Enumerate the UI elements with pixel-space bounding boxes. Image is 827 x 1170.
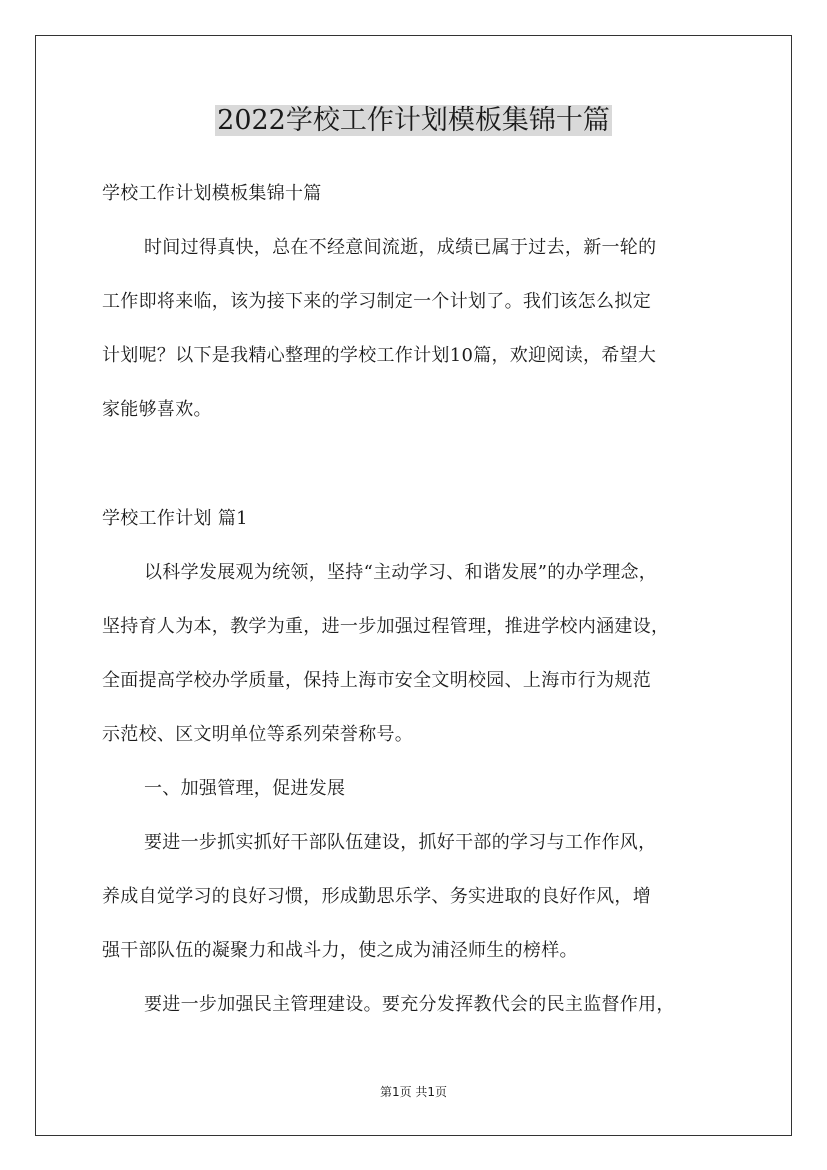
subsection-heading: 一、加强管理，促进发展: [144, 778, 346, 799]
paragraph-line: 全面提高学校办学质量，保持上海市安全文明校园、上海市行为规范: [102, 670, 651, 691]
page-number-footer: 第1页 共1页: [379, 1085, 448, 1099]
intro-line-4: 家能够喜欢。: [102, 399, 212, 420]
paragraph-line: 养成自觉学习的良好习惯，形成勤思乐学、务实进取的良好作风，增: [102, 886, 651, 907]
section-heading: 学校工作计划 篇1: [102, 508, 248, 529]
intro-line-1: 时间过得真快，总在不经意间流逝，成绩已属于过去，新一轮的: [144, 237, 657, 258]
paragraph-line: 要进一步抓实抓好干部队伍建设，抓好干部的学习与工作作风，: [144, 832, 657, 853]
intro-line-2: 工作即将来临，该为接下来的学习制定一个计划了。我们该怎么拟定: [102, 291, 651, 312]
subtitle-line: 学校工作计划模板集锦十篇: [102, 183, 322, 204]
document-title: [0, 100, 827, 142]
paragraph-line: 以科学发展观为统领，坚持“主动学习、和谐发展”的办学理念，: [144, 562, 658, 583]
intro-line-3: 计划呢？以下是我精心整理的学校工作计划10篇，欢迎阅读，希望大: [102, 345, 657, 366]
paragraph-line: 要进一步加强民主管理建设。要充分发挥教代会的民主监督作用，: [144, 994, 675, 1015]
document-title-text: 2022学校工作计划模板集锦十篇: [217, 105, 610, 136]
paragraph-line: 示范校、区文明单位等系列荣誉称号。: [102, 724, 414, 745]
paragraph-line: 坚持育人为本，教学为重，进一步加强过程管理，推进学校内涵建设，: [102, 616, 670, 637]
paragraph-line: 强干部队伍的凝聚力和战斗力，使之成为浦泾师生的榜样。: [102, 940, 578, 961]
